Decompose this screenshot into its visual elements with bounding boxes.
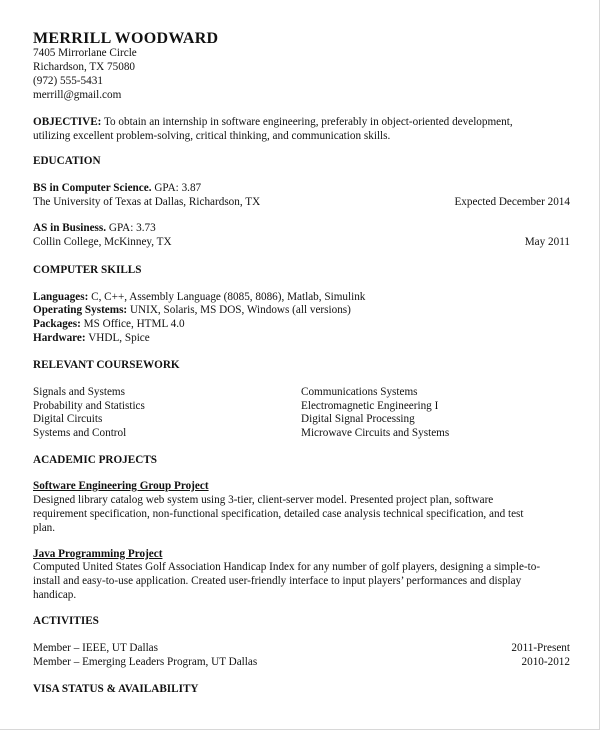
skills-heading: COMPUTER SKILLS [33, 264, 142, 276]
objective-line-1: OBJECTIVE: To obtain an internship in software engineering, preferably in object-oriented development, [33, 116, 513, 128]
course-item: Systems and Control [33, 427, 127, 439]
activity-date: 2011-Present [511, 642, 570, 654]
education-degree-2: AS in Business. GPA: 3.73 [33, 222, 156, 234]
email: merrill@gmail.com [33, 89, 122, 101]
course-item: Communications Systems [301, 386, 418, 398]
objective-line-2: utilizing excellent problem-solving, critical thinking, and communication skills. [33, 130, 391, 142]
course-item: Signals and Systems [33, 386, 125, 398]
project-desc-line: plan. [33, 522, 56, 534]
education-school-1: The University of Texas at Dallas, Richardson, TX [33, 196, 261, 208]
project-desc-line: handicap. [33, 589, 77, 601]
objective-label: OBJECTIVE: [33, 116, 102, 128]
activity-date: 2010-2012 [521, 656, 570, 668]
skill-os: Operating Systems: UNIX, Solaris, MS DOS, Windows (all versions) [33, 304, 351, 316]
course-item: Electromagnetic Engineering I [301, 400, 439, 412]
activity-item: Member – Emerging Leaders Program, UT Dallas [33, 656, 258, 668]
course-item: Probability and Statistics [33, 400, 145, 412]
address-line-1: 7405 Mirrorlane Circle [33, 47, 137, 59]
education-heading: EDUCATION [33, 155, 101, 167]
education-date-1: Expected December 2014 [454, 196, 570, 208]
projects-heading: ACADEMIC PROJECTS [33, 454, 158, 466]
project-desc-line: Computed United States Golf Association Handicap Index for any number of golf players, designing a simple-to- [33, 561, 541, 573]
visa-heading: VISA STATUS & AVAILABILITY [33, 683, 199, 695]
phone: (972) 555-5431 [33, 75, 103, 87]
course-item: Microwave Circuits and Systems [301, 427, 450, 439]
coursework-heading: RELEVANT COURSEWORK [33, 359, 180, 371]
project-desc-line: Designed library catalog web system using 3-tier, client-server model. Presented project plan, software [33, 494, 494, 506]
project-desc-line: requirement specification, non-functional specification, detailed case analysis technical specification, and test [33, 508, 524, 520]
activity-item: Member – IEEE, UT Dallas [33, 642, 158, 654]
skill-hardware: Hardware: VHDL, Spice [33, 332, 150, 344]
address-line-2: Richardson, TX 75080 [33, 61, 136, 73]
skill-packages: Packages: MS Office, HTML 4.0 [33, 318, 185, 330]
course-item: Digital Signal Processing [301, 413, 415, 425]
course-item: Digital Circuits [33, 413, 103, 425]
project-title-2: Java Programming Project [33, 548, 163, 560]
education-date-2: May 2011 [524, 236, 570, 248]
project-title-1: Software Engineering Group Project [33, 480, 209, 492]
education-degree-1: BS in Computer Science. GPA: 3.87 [33, 182, 202, 194]
candidate-name: MERRILL WOODWARD [33, 30, 219, 47]
skill-languages: Languages: C, C++, Assembly Language (8085, 8086), Matlab, Simulink [33, 291, 366, 303]
activities-heading: ACTIVITIES [33, 615, 99, 627]
education-school-2: Collin College, McKinney, TX [33, 236, 172, 248]
project-desc-line: install and easy-to-use application. Created user-friendly interface to input players’ performances and display [33, 575, 522, 587]
